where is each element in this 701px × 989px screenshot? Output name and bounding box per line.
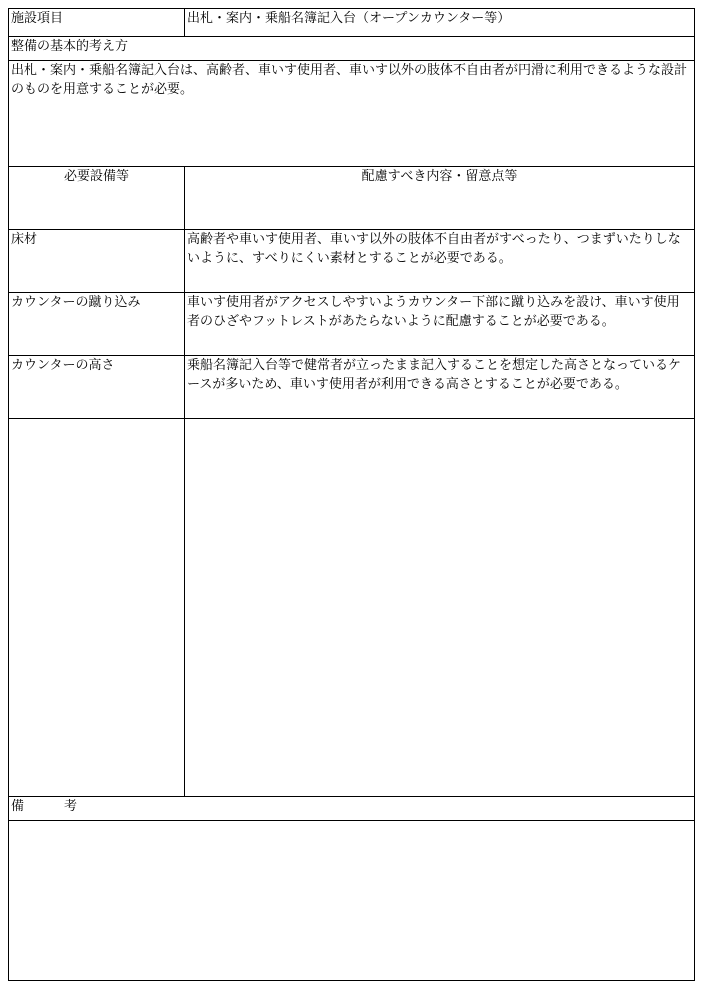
table-row [9,293,695,356]
consideration-cell: 車いす使用者がアクセスしやすいようカウンター下部に蹴り込みを設け、車いす使用者のひざやフットレストがあたらないように配慮することが必要である。 [185,293,695,356]
remarks-header-row [9,797,695,821]
remarks-row [9,821,695,981]
remarks-label-a: 備 [11,799,25,814]
basic-title-row [9,37,695,61]
column-header-considerations: 配慮すべき内容・留意点等 [185,167,695,230]
column-header-equipment: 必要設備等 [9,167,185,230]
facility-guideline-table [8,8,695,981]
remarks-label [9,797,695,821]
basic-text-row [9,61,695,167]
table-row [9,356,695,419]
basic-title: 整備の基本的考え方 [9,37,695,61]
facility-value: 出札・案内・乗船名簿記入台（オープンカウンター等） [185,9,695,37]
remarks-text [9,821,695,981]
empty-row [9,419,695,797]
consideration-cell: 高齢者や車いす使用者、車いす以外の肢体不自由者がすべったり、つまずいたりしないように、すべりにくい素材とすることが必要である。 [185,230,695,293]
remarks-label-b: 考 [64,799,78,814]
table-row [9,230,695,293]
facility-row [9,9,695,37]
consideration-cell: 乗船名簿記入台等で健常者が立ったまま記入することを想定した高さとなっているケースが多いため、車いす使用者が利用できる高さとすることが必要である。 [185,356,695,419]
empty-equipment-cell [9,419,185,797]
empty-consideration-cell [185,419,695,797]
equipment-cell: 床材 [9,230,185,293]
column-header-row [9,167,695,230]
facility-label: 施設項目 [9,9,185,37]
form-page [8,8,694,981]
equipment-cell: カウンターの高さ [9,356,185,419]
basic-text: 出札・案内・乗船名簿記入台は、高齢者、車いす使用者、車いす以外の肢体不自由者が円滑に利用できるような設計のものを用意することが必要。 [9,61,695,167]
equipment-cell: カウンターの蹴り込み [9,293,185,356]
